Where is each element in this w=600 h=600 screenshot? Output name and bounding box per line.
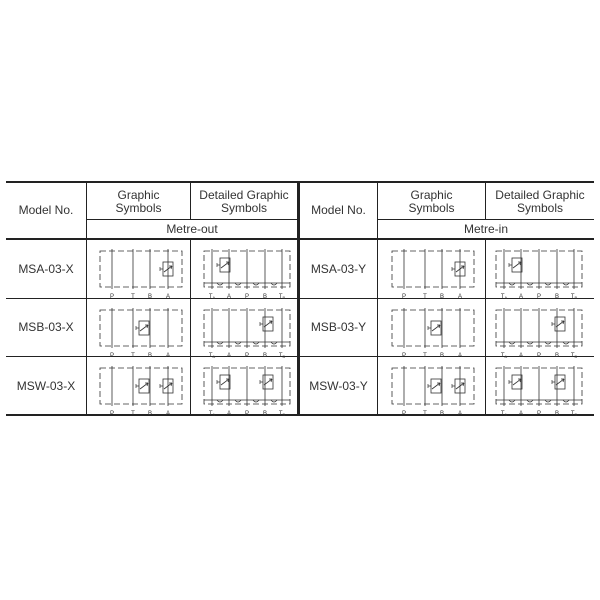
flow-arrow-icon bbox=[432, 325, 440, 331]
detailed-symbol-left-3 bbox=[204, 366, 290, 417]
port-label: B bbox=[554, 294, 560, 300]
port-label: B bbox=[262, 353, 268, 359]
port-subscript: B bbox=[282, 295, 286, 300]
detailed-symbol-left-1 bbox=[204, 249, 290, 300]
graphic-symbol-left-1 bbox=[100, 249, 182, 300]
port-label: TA bbox=[208, 294, 216, 300]
spring-icon bbox=[552, 322, 555, 326]
port-label: B bbox=[439, 294, 445, 300]
spring-icon bbox=[452, 384, 455, 388]
port-label: P bbox=[244, 294, 250, 300]
graphic-symbol-left-2 bbox=[100, 308, 182, 359]
port-label: P bbox=[244, 353, 250, 359]
spring-icon bbox=[509, 263, 512, 267]
flow-arrow-icon bbox=[140, 325, 148, 331]
flow-arrow-icon bbox=[140, 383, 148, 389]
port-label: B bbox=[147, 411, 153, 417]
port-subscript: A bbox=[504, 412, 508, 417]
port-label: TB bbox=[570, 353, 578, 359]
header-graphic-symbols-right: Graphic Symbols bbox=[408, 188, 455, 215]
row-1-left-model: MSA-03-X bbox=[18, 262, 74, 276]
spring-icon bbox=[552, 380, 555, 384]
port-subscript: B bbox=[574, 354, 578, 359]
spring-icon bbox=[136, 326, 139, 330]
port-label: B bbox=[147, 294, 153, 300]
port-label: P bbox=[401, 411, 407, 417]
flow-arrow-icon bbox=[221, 379, 229, 385]
port-label: A bbox=[518, 294, 524, 300]
port-label: TB bbox=[570, 411, 578, 417]
spring-icon bbox=[160, 267, 163, 271]
detailed-symbol-right-3 bbox=[496, 366, 582, 417]
row-1-right-model: MSA-03-Y bbox=[310, 262, 367, 276]
spring-icon bbox=[452, 267, 455, 271]
port-label: B bbox=[262, 294, 268, 300]
graphic-symbol-right-2 bbox=[392, 308, 474, 359]
header-graphic-symbols-left: Graphic Symbols bbox=[115, 188, 162, 215]
spring-icon bbox=[260, 322, 263, 326]
spring-icon bbox=[217, 380, 220, 384]
spring-icon bbox=[136, 384, 139, 388]
spring-icon bbox=[428, 326, 431, 330]
port-label: A bbox=[457, 294, 463, 300]
detailed-symbol-right-1 bbox=[496, 249, 582, 300]
row-3-right-model: MSW-03-Y bbox=[309, 379, 368, 393]
port-subscript: A bbox=[212, 412, 216, 417]
port-label: A bbox=[226, 353, 232, 359]
port-label: A bbox=[165, 411, 171, 417]
port-subscript: A bbox=[504, 295, 508, 300]
port-label: P bbox=[109, 294, 115, 300]
flow-arrow-icon bbox=[432, 383, 440, 389]
port-label: A bbox=[165, 353, 171, 359]
port-label: A bbox=[518, 353, 524, 359]
port-label: TB bbox=[278, 411, 286, 417]
graphic-symbol-left-3 bbox=[100, 366, 182, 417]
row-2-left-model: MSB-03-X bbox=[18, 320, 74, 334]
port-label: T bbox=[131, 294, 135, 300]
flow-arrow-icon bbox=[513, 262, 521, 268]
header-metre-in: Metre-in bbox=[463, 222, 508, 236]
port-label: B bbox=[554, 353, 560, 359]
port-subscript: B bbox=[574, 295, 578, 300]
port-subscript: A bbox=[212, 295, 216, 300]
spring-icon bbox=[428, 384, 431, 388]
port-label: TB bbox=[278, 294, 286, 300]
port-label: A bbox=[226, 411, 232, 417]
port-label: TA bbox=[208, 411, 216, 417]
detailed-symbol-left-2 bbox=[204, 308, 290, 359]
port-label: A bbox=[457, 411, 463, 417]
port-subscript: B bbox=[282, 354, 286, 359]
port-label: A bbox=[165, 294, 171, 300]
port-label: P bbox=[109, 353, 115, 359]
port-label: TB bbox=[570, 294, 578, 300]
header-metre-out: Metre-out bbox=[166, 222, 218, 236]
flow-arrow-icon bbox=[221, 262, 229, 268]
header-detailed-symbols-left: Detailed Graphic Symbols bbox=[199, 188, 289, 215]
port-label: P bbox=[536, 294, 542, 300]
graphic-symbol-right-3 bbox=[392, 366, 474, 417]
port-subscript: A bbox=[504, 354, 508, 359]
port-subscript: A bbox=[212, 354, 216, 359]
port-label: A bbox=[457, 353, 463, 359]
port-label: T bbox=[131, 353, 135, 359]
flow-arrow-icon bbox=[513, 379, 521, 385]
port-label: T bbox=[423, 353, 427, 359]
detailed-symbol-right-2 bbox=[496, 308, 582, 359]
port-label: B bbox=[262, 411, 268, 417]
port-label: B bbox=[439, 353, 445, 359]
port-label: TA bbox=[500, 294, 508, 300]
port-label: B bbox=[147, 353, 153, 359]
port-label: TA bbox=[500, 411, 508, 417]
port-label: B bbox=[439, 411, 445, 417]
port-label: TB bbox=[278, 353, 286, 359]
spring-icon bbox=[217, 263, 220, 267]
port-label: B bbox=[554, 411, 560, 417]
port-label: P bbox=[244, 411, 250, 417]
port-label: T bbox=[131, 411, 135, 417]
spring-icon bbox=[260, 380, 263, 384]
port-subscript: B bbox=[282, 412, 286, 417]
spring-icon bbox=[509, 380, 512, 384]
header-detailed-symbols-right: Detailed Graphic Symbols bbox=[495, 188, 585, 215]
port-label: P bbox=[536, 353, 542, 359]
port-label: P bbox=[401, 353, 407, 359]
row-3-left-model: MSW-03-X bbox=[16, 379, 76, 393]
port-label: T bbox=[423, 294, 427, 300]
header-model-no-left: Model No. bbox=[18, 203, 74, 217]
header-model-no-right: Model No. bbox=[311, 203, 366, 217]
port-label: P bbox=[536, 411, 542, 417]
port-label: P bbox=[109, 411, 115, 417]
port-label: A bbox=[226, 294, 232, 300]
graphic-symbol-right-1 bbox=[392, 249, 474, 300]
port-label: P bbox=[401, 294, 407, 300]
spring-icon bbox=[160, 384, 163, 388]
port-label: A bbox=[518, 411, 524, 417]
port-label: T bbox=[423, 411, 427, 417]
row-2-right-model: MSB-03-Y bbox=[310, 320, 367, 334]
port-label: TA bbox=[208, 353, 216, 359]
port-subscript: B bbox=[574, 412, 578, 417]
port-label: TA bbox=[500, 353, 508, 359]
